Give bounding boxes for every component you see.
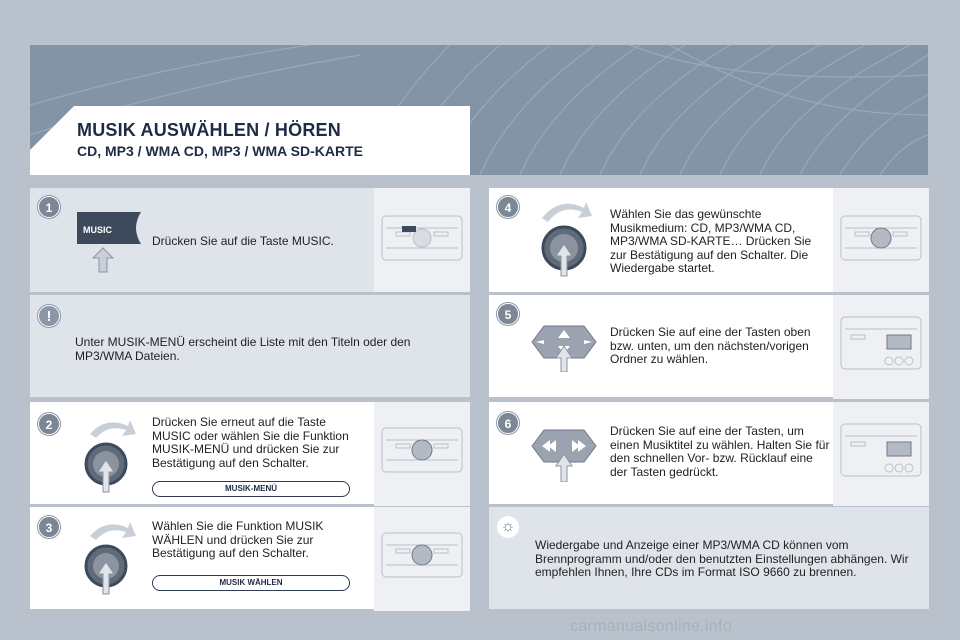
page-subtitle: CD, MP3 / WMA CD, MP3 / WMA SD-KARTE [77,143,363,159]
music-button-label: MUSIC [83,225,112,235]
step-4-text: Wählen Sie das gewünschte Musikmedium: CD, MP3/WMA CD, MP3/WMA SD-KARTE… Drücken Sie zur Bestätigung auf den Schalter. Die Wiedergabe startet. [610,207,812,275]
step-6-radio-image [833,402,929,506]
rotary-knob-icon [532,196,596,280]
step-2-text: Drücken Sie erneut auf die Taste MUSIC oder wählen Sie die Funktion MUSIK-MENÜ und drücken Sie zur Bestätigung auf den Schalter. [152,415,349,470]
step-1-radio-image [374,188,470,292]
warning-icon: ! [38,305,60,327]
rotary-knob-icon [76,518,140,598]
musik-menu-pill: MUSIK-MENÜ [152,481,350,497]
step-3-radio-image [374,507,470,611]
sun-icon: ☼ [497,516,519,538]
step-5-radio-image [833,295,929,399]
step-5-text: Drücken Sie auf eine der Tasten oben bzw. unten, um den nächsten/vorigen Ordner zu wählen. [610,325,811,366]
note-text: Unter MUSIK-MENÜ erscheint die Liste mit den Titeln oder den MP3/WMA Dateien. [75,335,411,363]
step-1-badge: 1 [38,196,60,218]
musik-waehlen-pill: MUSIK WÄHLEN [152,575,350,591]
rotary-knob-icon [76,416,140,496]
up-down-keys-icon [524,318,604,372]
seek-keys-icon [524,422,604,482]
step-2-radio-image [374,402,470,506]
step-6-text: Drücken Sie auf eine der Tasten, um einen Musiktitel zu wählen. Halten Sie für den schnellen Vor- bzw. Rücklauf eine der Tasten gedrückt. [610,424,830,479]
step-5-badge: 5 [497,303,519,325]
step-6-badge: 6 [497,412,519,434]
tip-text: Wiedergabe und Anzeige einer MP3/WMA CD können vom Brennprogramm und/oder den benutzten Einstellungen abhängen. Wir empfehlen Ihnen, Ihre CDs im Format ISO 9660 zu brennen. [535,538,909,579]
page-title: MUSIK AUSWÄHLEN / HÖREN [77,120,341,140]
step-2-badge: 2 [38,413,60,435]
watermark: carmanualsonline.info [570,618,732,635]
music-button-icon [75,210,145,274]
step-3-badge: 3 [38,516,60,538]
step-4-badge: 4 [497,196,519,218]
step-3-text: Wählen Sie die Funktion MUSIK WÄHLEN und drücken Sie zur Bestätigung auf den Schalter. [152,519,324,560]
step-1-text: Drücken Sie auf die Taste MUSIC. [152,234,334,248]
step-4-radio-image [833,188,929,292]
